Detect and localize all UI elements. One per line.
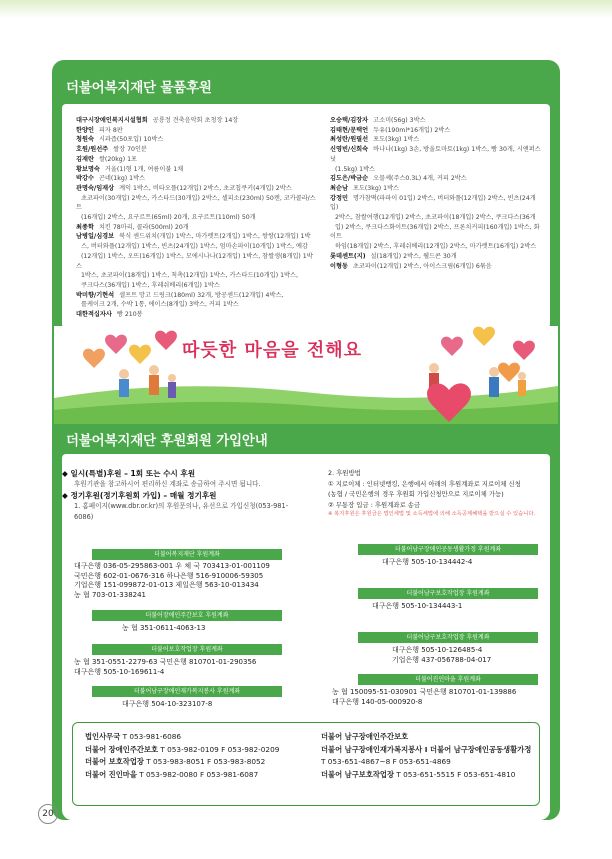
- account-row: 대구은행 505-10-126485-4: [392, 646, 483, 654]
- account-header: 더불어복지재단 후원계좌: [92, 549, 282, 560]
- donor-name: 최성란/원필선: [330, 136, 369, 144]
- donor-items: 오믈셰(주스0.3L) 4개, 커피 2박스: [373, 175, 467, 183]
- donor-items: 1박스, 초코파이(18개입) 1박스, 칙촉(12개입) 1박스, 카스타드(10개입) 1박스,: [81, 272, 298, 280]
- donor-name: 최순남: [330, 184, 348, 192]
- contact-row: [321, 756, 537, 769]
- donor-items: 고소미(56g) 3박스: [373, 117, 426, 124]
- account-row: 농 협 351-0611-4063-13: [122, 624, 206, 632]
- contact-row: [85, 731, 307, 744]
- account-rows: [332, 688, 546, 707]
- account-rows: [74, 658, 314, 677]
- account-header: 더불어남구보호작업장 후원계좌: [358, 632, 538, 643]
- donor-name: 강정민: [330, 194, 348, 202]
- contact-box: [72, 722, 540, 806]
- donor-entry: [330, 126, 542, 136]
- account-rows: [122, 624, 312, 634]
- info-line: 후원기관을 참고하시어 편리하신 계좌로 송금하여 주시면 됩니다.: [74, 480, 261, 488]
- donor-entry: [330, 194, 542, 213]
- donor-entry: [330, 252, 542, 262]
- donor-items: 포도(3kg) 1박스: [352, 184, 400, 192]
- account-rows: [392, 646, 542, 665]
- contact-row: [321, 731, 537, 744]
- account-header: 더불어남구장애인공동생활가정 후원계좌: [358, 544, 538, 555]
- contact-phone: T 053-982-0109 F 053-982-0209: [160, 744, 280, 754]
- contact-phone: T 053-983-8051 F 053-983-8052: [146, 757, 266, 767]
- account-row: 농 협 703-01-338241: [74, 590, 147, 599]
- contact-name: 더불어 남구보호작업장: [321, 769, 395, 779]
- donor-name: 박강수: [76, 175, 94, 183]
- donor-items: 거울(1)형 1개, 여름이불 1채: [104, 165, 184, 173]
- donor-items: 북식 센드위치(개입) 1박스, 마가렛트(2개입) 1박스, 쌍쌍(12개입) 1박: [119, 233, 311, 241]
- donor-entry: [330, 145, 542, 164]
- account-row: 대구은행 505-10-169611-4: [74, 667, 165, 676]
- donor-entry: [76, 242, 316, 252]
- donor-items: (1.5kg) 1박스: [335, 165, 376, 173]
- donor-items: 쌀(20kg) 1포: [98, 155, 138, 163]
- donor-items: 쌀장 70인분: [113, 146, 147, 154]
- donor-entry: [76, 135, 316, 145]
- donor-name: 신영빈/신희숙: [330, 146, 369, 154]
- donor-items: 명가참떡(파파이 01입) 2박스, 버터와플(12개입) 2박스, 빈츠(24개입): [330, 194, 536, 212]
- donor-entry: [76, 165, 316, 175]
- membership-left-text: [62, 468, 300, 523]
- donor-entry: [76, 223, 316, 233]
- account-row: 대구은행 140-05-000920-8: [332, 697, 423, 706]
- info-line: (농협 / 국민은행의 경우 후원회 가입신청만으로 지로이체 가능): [328, 490, 504, 499]
- info-line: ② 무통장 입금 : 후원계좌로 송금: [328, 500, 421, 509]
- donor-entry: [330, 184, 542, 194]
- donor-entry: [330, 174, 542, 184]
- donor-items: 셀프트 망고 드링크(180ml) 32개, 방공센드(12개입) 4박스,: [119, 291, 284, 299]
- donor-items: 쿠크다스(36개입) 1박스, 후레쉬베리(6개입) 1박스: [81, 281, 220, 289]
- donor-name: 이형동: [330, 262, 348, 270]
- donor-items: 초코파이(12개입) 2박스, 아이스크림(6개입) 6묶음: [352, 262, 492, 270]
- info-line: 1. 홈페이지(www.dbr.or.kr)의 후원문의나, 유선으로 가입신청(053-981-6086): [74, 502, 289, 521]
- contact-phone: T 053-651-4867~8 F 053-651-4869: [321, 757, 451, 767]
- contact-name: 더불어 장애인주간보호: [85, 744, 159, 754]
- donor-entry: [76, 281, 316, 291]
- account-row: 대구은행 036-05-295863-001 우 체 국 703413-01-001109: [74, 562, 270, 570]
- donor-name: 관명숙/임재상: [76, 184, 115, 192]
- info-line: ① 지로이체 : 인터넷뱅킹, 은행에서 아래의 후원계좌로 지로이체 신청: [328, 479, 521, 488]
- account-row: 대구은행 505-10-134443-1: [372, 602, 463, 610]
- donor-items: 계익 1박스, 비타오플(12개입) 2박스, 초코칩쿠키(4개입) 2박스: [119, 184, 292, 192]
- donor-items: 2박스, 참쌀여행(12개입) 2박스, 초코파이(18개입) 2박스, 쿠크다스(36개: [335, 214, 536, 222]
- donor-name: 박미향/기현석: [76, 291, 115, 299]
- top-band: [0, 0, 612, 18]
- donor-entry: [76, 126, 316, 136]
- contacts-left: [85, 731, 307, 781]
- donor-name: 호원/원선주: [76, 146, 109, 154]
- account-row: 기업은행 151-099872-01-013 제일은행 563-10-013434: [74, 581, 259, 589]
- membership-panel: [62, 454, 550, 820]
- donor-items: (16개입) 2박스, 요구르트(65ml) 20개, 요구르트(110ml) 50개: [81, 214, 256, 222]
- banner-headline: 따듯한 마음을 전해요: [182, 340, 363, 361]
- donor-entry: [330, 116, 542, 126]
- donor-items: 설(18개입) 2박스, 웰드콘 30개: [370, 252, 457, 260]
- donor-items: 초코파이(30개입) 2박스, 카스타드(30개입) 2박스, 셀피소(230ml) 50캔, 코카콜라/스트: [76, 194, 316, 212]
- donor-entry: [76, 194, 316, 213]
- contact-row: [321, 744, 537, 757]
- contact-name: 더불어 남구장애인주간보호: [321, 732, 409, 741]
- info-line: ◆ 정기후원(정기후원회 가입) – 매월 정기후원: [62, 491, 217, 500]
- donor-name: 남병일/심경보: [76, 233, 115, 241]
- account-row: 대구은행 505-10-134442-4: [382, 558, 473, 566]
- donor-name: 김태현/문택언: [330, 126, 369, 134]
- donor-entry: [76, 174, 316, 184]
- account-header: 더불어장애인주간보호 후원계좌: [92, 610, 282, 621]
- account-row: 기업은행 437-056788-04-017: [392, 655, 492, 664]
- account-rows: [372, 602, 542, 612]
- donor-entry: [330, 165, 542, 175]
- donor-name: 김재란: [76, 155, 94, 163]
- donor-items: 하임(18개입) 2박스, 후레쉬베리(12개입) 2박스, 마가렛트(16개입) 2박스: [335, 243, 537, 251]
- donor-list-left: [76, 116, 316, 320]
- contact-name: 더불어 남구장애인재가복지봉사 I 더불어 남구장애인공동생활가정: [321, 744, 532, 754]
- contact-row: [85, 756, 307, 769]
- donor-entry: [76, 300, 316, 310]
- donor-entry: [76, 310, 316, 320]
- donor-items: 곤네(1kg) 1박스: [98, 175, 146, 183]
- account-rows: [122, 700, 312, 710]
- account-header: 더불어보호작업장 후원계좌: [92, 644, 282, 655]
- donor-name: 오승택/김장자: [330, 117, 369, 124]
- donation-panel: [62, 104, 550, 328]
- donor-items: 입) 2박스, 쿠크다스화이트(36개입) 2박스, 프론치커피(160개입) 1박스, 화이트: [330, 223, 540, 241]
- contact-phone: T 053-981-6086: [122, 732, 182, 741]
- section-title-donations: 더불어복지재단 물품후원: [66, 80, 212, 96]
- contact-row: [85, 769, 307, 782]
- membership-right-text: [328, 468, 546, 518]
- donor-entry: [76, 184, 316, 194]
- contact-name: 더불어 보호작업장: [85, 757, 144, 767]
- contact-row: [85, 744, 307, 757]
- donor-items: 스, 버터와플(12개입) 1박스, 빈츠(24개입) 1박스, 엄마손파이(10개입) 1박스, 예감: [81, 243, 308, 251]
- donor-items: 시과즙(50포입) 10박스: [98, 136, 164, 144]
- account-header: 더불어남구보호작업장 후원계좌: [358, 588, 538, 599]
- account-rows: [382, 558, 542, 568]
- contact-name: 법인사무국: [85, 732, 121, 741]
- donor-entry: [330, 262, 542, 272]
- account-row: 농 협 351-0551-2279-63 국민은행 810701-01-290356: [74, 658, 257, 666]
- donor-entry: [330, 242, 542, 252]
- donor-items: 포도(3kg) 1박스: [373, 136, 420, 144]
- donor-items: 치킨 78마리, 콜라(500ml) 20개: [98, 223, 189, 231]
- donor-entry: [76, 271, 316, 281]
- account-header: 더불어남구장애인재가복지봉사 후원계좌: [92, 686, 282, 697]
- account-row: 농 협 150095-51-030901 국민은행 810701-01-139886: [332, 688, 517, 696]
- donor-name: 대구시장애인복지시설협회: [76, 117, 148, 124]
- info-line: ◆ 일시(특별)후원 – 1회 또는 수시 후원: [62, 469, 196, 478]
- donor-entry: [76, 155, 316, 165]
- donor-name: 청원숙: [76, 136, 94, 144]
- donor-items: (12개입) 1박스, 오뜨(16개입) 1박스, 모에시나나(12개입) 1박스, 참쌀생(8개입) 1박스: [76, 252, 313, 270]
- account-header: 더불어진인마을 후원계좌: [358, 674, 538, 685]
- donor-entry: [76, 145, 316, 155]
- donor-entry: [76, 291, 316, 301]
- account-row: 대구은행 504-10-323107-8: [122, 700, 213, 708]
- donor-items: 두유(190ml*16개입) 2박스: [373, 126, 451, 134]
- contact-name: 더불어 진인마을: [85, 769, 137, 779]
- donor-items: 빵 210봉: [116, 311, 143, 319]
- donor-name: 최종학: [76, 223, 94, 231]
- contact-phone: T 053-982-0080 F 053-981-6087: [139, 769, 259, 779]
- donor-name: 김도은/박금순: [330, 175, 369, 183]
- contact-phone: T 053-651-5515 F 053-651-4810: [396, 769, 516, 779]
- donor-entry: [330, 213, 542, 223]
- page-number: 20: [38, 804, 58, 824]
- donor-name: 롯데센트(지): [330, 252, 366, 260]
- donor-entry: [330, 135, 542, 145]
- donor-items: 바나나(1kg) 3손, 방울토마토(1kg) 1박스, 빵 30개, 시앤퍼스넛: [330, 146, 541, 163]
- membership-content: [62, 454, 550, 820]
- donor-items: 롤케이크 2개, 수박 1통, 에이스(8개입) 3박스, 커피 1박스: [81, 301, 239, 309]
- account-row: 국민은행 602-01-0676-316 하나은행 516-910006-59305: [74, 571, 264, 580]
- donor-name: 황보명숙: [76, 165, 100, 173]
- donor-items: 피자 8판: [98, 126, 123, 134]
- donor-name: 대한적십자사: [76, 311, 112, 319]
- contacts-right: [321, 731, 537, 781]
- info-line: 2. 후원방법: [328, 469, 361, 477]
- donor-items: 공룡정 견축음악회 초청장 14장: [152, 117, 239, 124]
- section-title-membership: 더불어복지재단 후원회원 가입안내: [66, 433, 268, 449]
- account-rows: [74, 562, 314, 600]
- donor-entry: [76, 116, 316, 126]
- donor-list-right: [330, 116, 542, 271]
- donor-entry: [76, 232, 316, 242]
- donor-entry: [330, 223, 542, 242]
- donor-name: 한양인: [76, 126, 94, 134]
- tax-note: ※ 복지후원은 후원금은 법인세법 및 소득세법에 의해 소득공제혜택을 받으실 수 있습니다.: [328, 511, 536, 518]
- donor-entry: [76, 213, 316, 223]
- donor-entry: [76, 252, 316, 271]
- contact-row: [321, 769, 537, 782]
